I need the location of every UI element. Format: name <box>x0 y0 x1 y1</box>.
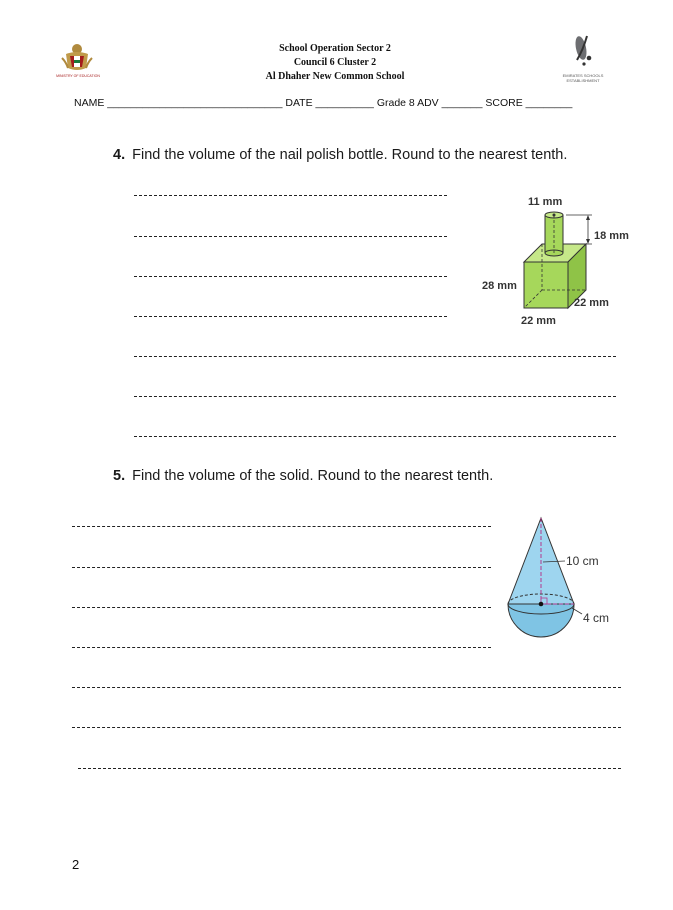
right-width-label: 22 mm <box>574 297 609 309</box>
answer-line[interactable] <box>134 276 447 277</box>
answer-line[interactable] <box>72 687 621 688</box>
question-5-number: 5. <box>113 468 126 484</box>
header-council: Council 6 Cluster 2 <box>293 57 377 68</box>
cone-height-label: 10 cm <box>566 554 599 568</box>
answer-line[interactable] <box>134 236 447 237</box>
answer-line[interactable] <box>72 567 491 568</box>
radius-label: 4 cm <box>583 611 610 625</box>
school-header <box>200 42 470 84</box>
answer-line[interactable] <box>134 396 616 397</box>
diameter-label: 11 mm <box>528 196 563 208</box>
answer-line[interactable] <box>134 316 447 317</box>
answer-line[interactable] <box>78 768 621 769</box>
question-4-text: Find the volume of the nail polish bottle. Round to the nearest tenth. <box>132 147 568 163</box>
answer-line[interactable] <box>72 727 621 728</box>
answer-line[interactable] <box>72 647 491 648</box>
cone-hemisphere-figure <box>500 512 630 647</box>
header-school-name: Al Dhaher New Common School <box>265 71 405 82</box>
question-4 <box>113 147 567 163</box>
question-5 <box>113 468 493 484</box>
answer-line[interactable] <box>134 356 616 357</box>
question-4-number: 4. <box>113 147 126 163</box>
ministry-logo-caption: MINISTRY OF EDUCATION <box>56 74 100 78</box>
bottom-width-label: 22 mm <box>521 315 556 327</box>
height-top-label: 18 mm <box>594 230 629 242</box>
answer-line[interactable] <box>134 195 447 196</box>
answer-line[interactable] <box>72 526 491 527</box>
nail-polish-bottle-figure <box>478 190 638 330</box>
answer-line[interactable] <box>134 436 616 437</box>
left-height-label: 28 mm <box>482 280 517 292</box>
ese-logo <box>565 30 605 70</box>
answer-line[interactable] <box>72 607 491 608</box>
ese-logo-caption: EMIRATES SCHOOLS ESTABLISHMENT <box>562 73 604 83</box>
question-5-text: Find the volume of the solid. Round to the nearest tenth. <box>132 468 494 484</box>
ese-logo-icon <box>565 30 605 70</box>
header-sector: School Operation Sector 2 <box>279 43 391 54</box>
page-number: 2 <box>72 857 80 872</box>
student-info-line[interactable]: NAME ______________________________ DATE __________ Grade 8 ADV _______ SCORE ________ <box>74 97 573 109</box>
